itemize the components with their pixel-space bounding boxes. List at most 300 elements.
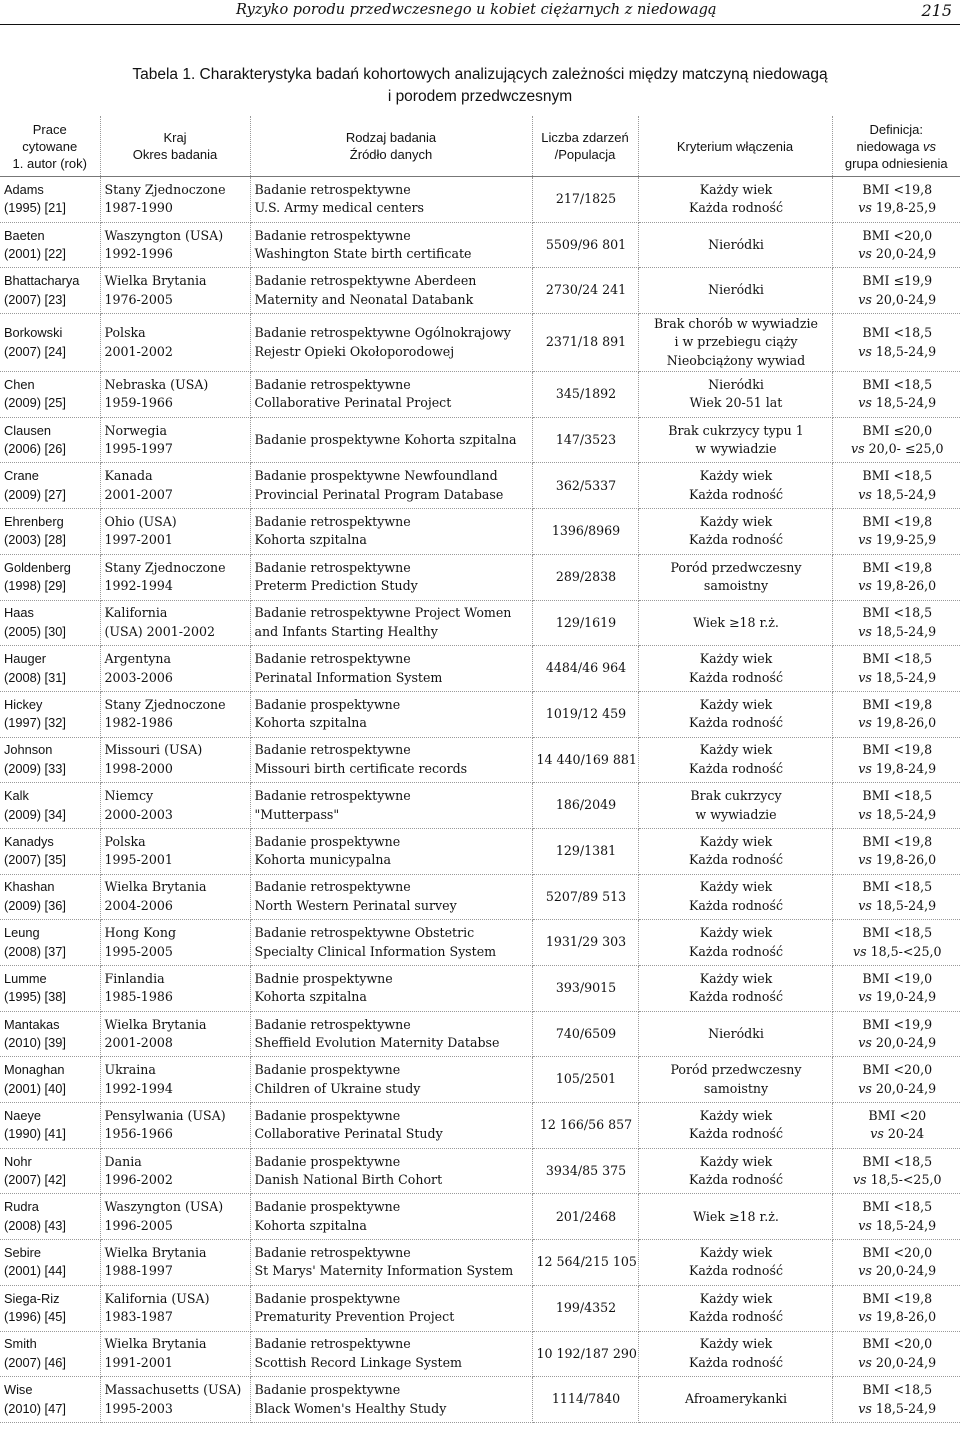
- study-line: Badanie retrospektywne: [254, 181, 411, 197]
- cell-criteria: [638, 600, 832, 646]
- reference-range: 20,0- ≤25,0: [864, 441, 944, 457]
- study-line: Badanie retrospektywne: [254, 1016, 411, 1032]
- events-value: 129/1619: [555, 614, 617, 630]
- country-line: 1996-2005: [104, 1217, 173, 1233]
- bmi-threshold: BMI <19,8: [862, 742, 933, 758]
- criteria-line: Każdy wiek: [699, 1153, 773, 1169]
- country-line: 2001-2002: [104, 343, 173, 359]
- vs-label: vs: [858, 578, 872, 594]
- reference-range: 20,0-24,9: [871, 1263, 937, 1279]
- author-line: Baeten: [4, 227, 45, 243]
- country-line: Stany Zjednoczone: [104, 696, 226, 712]
- study-line: Badanie prospektywne: [254, 696, 401, 712]
- cell-definition: [832, 1148, 960, 1194]
- cell-country: [100, 783, 250, 829]
- author-line: Ehrenberg: [4, 513, 64, 529]
- cell-study: [250, 268, 532, 314]
- cell-country: [100, 177, 250, 223]
- cell-author: [0, 1331, 100, 1377]
- study-line: Badanie retrospektywne Project Women: [254, 605, 512, 621]
- reference-group: [837, 245, 959, 264]
- reference-group: [837, 1262, 959, 1281]
- study-line: Kohorta szpitalna: [254, 1217, 367, 1233]
- cell-country: [100, 1331, 250, 1377]
- header-rule: [0, 24, 960, 25]
- cell-criteria: [638, 1103, 832, 1149]
- criteria-line: Każda rodność: [689, 1126, 783, 1142]
- cell-criteria: [638, 509, 832, 555]
- author-line: Lumme: [4, 970, 47, 986]
- study-line: Badanie prospektywne Kohorta szpitalna: [254, 431, 517, 447]
- cell-events: [532, 783, 638, 829]
- criteria-line: Każdy wiek: [699, 970, 773, 986]
- cell-criteria: [638, 874, 832, 920]
- vs-label: vs: [853, 1172, 867, 1188]
- bmi-threshold: BMI <19,8: [862, 833, 933, 849]
- author-line: (2010) [39]: [4, 1035, 66, 1051]
- cell-events: [532, 737, 638, 783]
- reference-range: 18,5-24,9: [871, 343, 937, 359]
- table-row: [0, 268, 960, 314]
- study-line: Badanie retrospektywne: [254, 227, 411, 243]
- cell-criteria: [638, 1377, 832, 1423]
- author-line: (2009) [25]: [4, 395, 66, 411]
- cell-definition: [832, 646, 960, 692]
- country-line: Wielka Brytania: [104, 1244, 207, 1260]
- reference-group: [837, 1400, 959, 1419]
- cell-study: [250, 1194, 532, 1240]
- country-line: 1995-2001: [104, 852, 173, 868]
- vs-label: vs: [858, 486, 872, 502]
- cell-definition: [832, 600, 960, 646]
- cell-definition: [832, 554, 960, 600]
- reference-range: 18,5-<25,0: [866, 1172, 942, 1188]
- cell-study: [250, 463, 532, 509]
- criteria-line: Każdy wiek: [699, 833, 773, 849]
- criteria-line: Każda rodność: [689, 715, 783, 731]
- criteria-line: Każda rodność: [689, 1172, 783, 1188]
- cell-definition: [832, 222, 960, 268]
- country-line: 1996-2002: [104, 1172, 173, 1188]
- country-line: Ukraina: [104, 1062, 156, 1078]
- country-line: Hong Kong: [104, 925, 177, 941]
- page-number: 215: [921, 1, 952, 20]
- cell-study: [250, 177, 532, 223]
- author-line: (2006) [26]: [4, 441, 66, 457]
- author-line: Hauger: [4, 651, 46, 667]
- author-line: (2009) [36]: [4, 897, 66, 913]
- header-events: Liczba zdarzeń /Populacja: [532, 116, 638, 177]
- cell-country: [100, 737, 250, 783]
- reference-range: 18,5-24,9: [871, 806, 937, 822]
- table-row: [0, 874, 960, 920]
- reference-group: [837, 669, 959, 688]
- country-line: Massachusetts (USA): [104, 1382, 242, 1398]
- cell-study: [250, 1011, 532, 1057]
- author-line: Nohr: [4, 1153, 32, 1169]
- country-line: 1988-1997: [104, 1263, 173, 1279]
- country-line: 1998-2000: [104, 760, 173, 776]
- cell-criteria: [638, 783, 832, 829]
- country-line: 2001-2008: [104, 1035, 173, 1051]
- vs-label: vs: [858, 1354, 872, 1370]
- cell-definition: [832, 509, 960, 555]
- study-line: Danish National Birth Cohort: [254, 1172, 443, 1188]
- cell-study: [250, 509, 532, 555]
- cell-author: [0, 1377, 100, 1423]
- country-line: 1992-1994: [104, 578, 173, 594]
- country-line: Niemcy: [104, 788, 154, 804]
- study-line: Badanie prospektywne: [254, 1153, 401, 1169]
- cell-events: [532, 1011, 638, 1057]
- table-row: [0, 1194, 960, 1240]
- vs-label: vs: [858, 1400, 872, 1416]
- reference-group: [837, 1171, 959, 1190]
- vs-label: vs: [858, 1309, 872, 1325]
- author-line: Adams: [4, 181, 44, 197]
- table-row: [0, 737, 960, 783]
- cell-study: [250, 1103, 532, 1149]
- cell-criteria: [638, 1194, 832, 1240]
- criteria-line: Każda rodność: [689, 1309, 783, 1325]
- study-line: and Infants Starting Healthy: [254, 623, 438, 639]
- cell-country: [100, 314, 250, 372]
- author-line: Hickey: [4, 696, 43, 712]
- reference-group: [837, 943, 959, 962]
- country-line: Missouri (USA): [104, 742, 203, 758]
- table-row: [0, 222, 960, 268]
- criteria-line: Każdy wiek: [699, 1336, 773, 1352]
- study-line: Badanie retrospektywne: [254, 742, 411, 758]
- cell-events: [532, 177, 638, 223]
- study-line: Preterm Prediction Study: [254, 578, 418, 594]
- study-line: Badanie prospektywne: [254, 1290, 401, 1306]
- cell-author: [0, 737, 100, 783]
- bmi-threshold: BMI <18,5: [862, 1153, 933, 1169]
- cell-study: [250, 1285, 532, 1331]
- vs-label: vs: [858, 1217, 872, 1233]
- cell-definition: [832, 1331, 960, 1377]
- author-line: Sebire: [4, 1244, 41, 1260]
- bmi-threshold: BMI <19,0: [862, 970, 933, 986]
- study-line: Collaborative Perinatal Study: [254, 1126, 443, 1142]
- bmi-threshold: BMI <20,0: [862, 227, 933, 243]
- cell-events: [532, 1285, 638, 1331]
- cell-study: [250, 1331, 532, 1377]
- cell-definition: [832, 1057, 960, 1103]
- study-line: Children of Ukraine study: [254, 1080, 421, 1096]
- reference-range: 19,8-26,0: [871, 852, 937, 868]
- cell-events: [532, 646, 638, 692]
- vs-label: vs: [858, 395, 872, 411]
- author-line: (1996) [45]: [4, 1309, 66, 1325]
- author-line: Wise: [4, 1382, 33, 1398]
- events-value: 289/2838: [555, 568, 617, 584]
- study-line: Badanie prospektywne Newfoundland: [254, 468, 498, 484]
- study-line: Specialty Clinical Information System: [254, 943, 497, 959]
- criteria-line: Każdy wiek: [699, 468, 773, 484]
- cell-criteria: [638, 268, 832, 314]
- study-line: Black Women's Healthy Study: [254, 1400, 447, 1416]
- cell-study: [250, 966, 532, 1012]
- cell-criteria: [638, 1011, 832, 1057]
- table-header-row: [0, 116, 960, 177]
- author-line: (2007) [42]: [4, 1172, 66, 1188]
- reference-group: [837, 897, 959, 916]
- criteria-line: Każdy wiek: [699, 651, 773, 667]
- cell-events: [532, 1194, 638, 1240]
- vs-label: vs: [858, 343, 872, 359]
- cell-events: [532, 509, 638, 555]
- cell-author: [0, 463, 100, 509]
- study-line: Washington State birth certificate: [254, 246, 472, 262]
- reference-group: [837, 577, 959, 596]
- header-country: Kraj Okres badania: [100, 116, 250, 177]
- country-line: 1976-2005: [104, 291, 173, 307]
- cell-definition: [832, 1103, 960, 1149]
- cell-criteria: [638, 691, 832, 737]
- criteria-line: Każdy wiek: [699, 925, 773, 941]
- vs-label: vs: [853, 943, 867, 959]
- study-line: Badanie prospektywne: [254, 1199, 401, 1215]
- author-line: (2008) [31]: [4, 669, 66, 685]
- country-line: Ohio (USA): [104, 513, 177, 529]
- criteria-line: Brak cukrzycy: [690, 788, 782, 804]
- author-line: (2007) [46]: [4, 1354, 66, 1370]
- study-line: Scottish Record Linkage System: [254, 1354, 462, 1370]
- reference-range: 20-24: [883, 1126, 925, 1142]
- author-line: (1990) [41]: [4, 1126, 66, 1142]
- criteria-line: Każda rodność: [689, 200, 783, 216]
- bmi-threshold: BMI <18,5: [862, 925, 933, 941]
- reference-group: [837, 851, 959, 870]
- country-line: Polska: [104, 325, 146, 341]
- author-line: (2009) [34]: [4, 806, 66, 822]
- events-value: 362/5337: [555, 477, 617, 493]
- study-line: St Marys' Maternity Information System: [254, 1263, 514, 1279]
- cell-author: [0, 828, 100, 874]
- events-value: 217/1825: [555, 191, 617, 207]
- bmi-threshold: BMI <19,8: [862, 1290, 933, 1306]
- country-line: 2001-2007: [104, 486, 173, 502]
- table-row: [0, 600, 960, 646]
- cell-study: [250, 646, 532, 692]
- reference-range: 19,8-24,9: [871, 760, 937, 776]
- country-line: Kalifornia: [104, 605, 168, 621]
- author-line: Kalk: [4, 788, 29, 804]
- vs-label: vs: [858, 1035, 872, 1051]
- cell-author: [0, 554, 100, 600]
- table-row: [0, 1240, 960, 1286]
- country-line: Waszyngton (USA): [104, 1199, 224, 1215]
- reference-range: 18,5-24,9: [871, 1400, 937, 1416]
- criteria-line: Każda rodność: [689, 852, 783, 868]
- events-value: 105/2501: [555, 1071, 617, 1087]
- reference-range: 19,0-24,9: [871, 989, 937, 1005]
- cell-criteria: [638, 1148, 832, 1194]
- author-line: Haas: [4, 605, 34, 621]
- reference-range: 18,5-24,9: [871, 395, 937, 411]
- cell-criteria: [638, 177, 832, 223]
- criteria-line: Każdy wiek: [699, 879, 773, 895]
- table-row: [0, 417, 960, 463]
- criteria-line: Nieródki: [708, 1025, 764, 1041]
- caption-line-2: i porodem przedwczesnym: [387, 88, 573, 105]
- criteria-line: Nieobciążony wywiad: [666, 352, 806, 368]
- cell-country: [100, 600, 250, 646]
- cell-author: [0, 1285, 100, 1331]
- author-line: (2008) [43]: [4, 1217, 66, 1233]
- table-row: [0, 646, 960, 692]
- events-value: 1114/7840: [551, 1391, 621, 1407]
- table-row: [0, 554, 960, 600]
- reference-group: [837, 486, 959, 505]
- criteria-line: samoistny: [703, 578, 769, 594]
- cell-author: [0, 1194, 100, 1240]
- events-value: 10 192/187 290: [536, 1345, 637, 1361]
- bmi-threshold: BMI <20,0: [862, 1244, 933, 1260]
- country-line: 1959-1966: [104, 395, 173, 411]
- bmi-threshold: BMI <18,5: [862, 1382, 933, 1398]
- study-line: Kohorta szpitalna: [254, 989, 367, 1005]
- reference-range: 18,5-24,9: [871, 623, 937, 639]
- country-line: Nebraska (USA): [104, 376, 209, 392]
- study-line: Badanie retrospektywne Aberdeen: [254, 273, 477, 289]
- study-line: Badanie retrospektywne: [254, 788, 411, 804]
- table-row: [0, 920, 960, 966]
- author-line: Siega-Riz: [4, 1290, 60, 1306]
- cell-criteria: [638, 920, 832, 966]
- reference-group: [837, 291, 959, 310]
- cell-study: [250, 828, 532, 874]
- events-value: 199/4352: [555, 1299, 617, 1315]
- cell-events: [532, 222, 638, 268]
- events-value: 201/2468: [555, 1208, 617, 1224]
- reference-range: 18,5-24,9: [871, 486, 937, 502]
- author-line: (2008) [37]: [4, 943, 66, 959]
- criteria-line: Każdy wiek: [699, 513, 773, 529]
- country-line: 1985-1986: [104, 989, 173, 1005]
- cell-definition: [832, 177, 960, 223]
- cell-criteria: [638, 1057, 832, 1103]
- cell-definition: [832, 1194, 960, 1240]
- vs-label: vs: [851, 441, 865, 457]
- bmi-threshold: BMI ≤20,0: [862, 422, 933, 438]
- bmi-threshold: BMI <19,8: [862, 696, 933, 712]
- cell-country: [100, 828, 250, 874]
- events-value: 2730/24 241: [545, 282, 627, 298]
- caption-line-1: Tabela 1. Charakterystyka badań kohortowych analizujących zależności między matczyną niedowagą: [132, 66, 828, 83]
- cell-events: [532, 1331, 638, 1377]
- events-value: 740/6509: [555, 1025, 617, 1041]
- cell-author: [0, 1057, 100, 1103]
- criteria-line: Każdy wiek: [699, 1244, 773, 1260]
- cell-country: [100, 646, 250, 692]
- reference-group: [837, 760, 959, 779]
- study-line: Badnie prospektywne: [254, 970, 393, 986]
- vs-label: vs: [858, 623, 872, 639]
- reference-range: 18,5-24,9: [871, 669, 937, 685]
- reference-group: [837, 440, 959, 459]
- criteria-line: Poród przedwczesny: [670, 559, 802, 575]
- cell-events: [532, 600, 638, 646]
- reference-group: [837, 988, 959, 1007]
- reference-group: [837, 1080, 959, 1099]
- criteria-line: Wiek ≥18 r.ż.: [693, 614, 779, 630]
- criteria-line: Brak cukrzycy typu 1: [668, 422, 804, 438]
- bmi-threshold: BMI <18,5: [862, 325, 933, 341]
- author-line: (2001) [40]: [4, 1080, 66, 1096]
- country-line: 1982-1986: [104, 715, 173, 731]
- cell-author: [0, 417, 100, 463]
- country-line: Norwegia: [104, 422, 167, 438]
- author-line: Monaghan: [4, 1062, 65, 1078]
- cell-events: [532, 1057, 638, 1103]
- country-line: 1956-1966: [104, 1126, 173, 1142]
- cell-country: [100, 417, 250, 463]
- cell-events: [532, 874, 638, 920]
- study-line: Badanie retrospektywne: [254, 559, 411, 575]
- table-row: [0, 783, 960, 829]
- cell-study: [250, 222, 532, 268]
- author-line: Crane: [4, 468, 39, 484]
- events-value: 2371/18 891: [545, 334, 627, 350]
- cell-events: [532, 1240, 638, 1286]
- vs-label: vs: [858, 760, 872, 776]
- cell-study: [250, 920, 532, 966]
- author-line: Mantakas: [4, 1016, 60, 1032]
- country-line: 1995-2003: [104, 1400, 173, 1416]
- author-line: (2007) [24]: [4, 343, 66, 359]
- reference-range: 20,0-24,9: [871, 291, 937, 307]
- cell-country: [100, 268, 250, 314]
- author-line: Leung: [4, 925, 40, 941]
- cell-country: [100, 509, 250, 555]
- criteria-line: Nieródki: [708, 236, 764, 252]
- header-study: Rodzaj badania Źródło danych: [250, 116, 532, 177]
- bmi-threshold: BMI <18,5: [862, 651, 933, 667]
- study-line: Badanie retrospektywne Obstetric: [254, 925, 475, 941]
- reference-range: 19,8-25,9: [871, 200, 937, 216]
- header-definition: Definicja: niedowaga vs grupa odniesienia: [832, 116, 960, 177]
- study-line: Badanie retrospektywne Ogólnokrajowy: [254, 325, 511, 341]
- events-value: 12 564/215 105: [536, 1254, 637, 1270]
- cell-study: [250, 737, 532, 783]
- country-line: 2000-2003: [104, 806, 173, 822]
- cell-events: [532, 1148, 638, 1194]
- criteria-line: Wiek 20-51 lat: [689, 395, 783, 411]
- study-line: Sheffield Evolution Maternity Databse: [254, 1035, 500, 1051]
- cell-criteria: [638, 463, 832, 509]
- cell-author: [0, 874, 100, 920]
- criteria-line: Każdy wiek: [699, 742, 773, 758]
- author-line: (1995) [21]: [4, 200, 66, 216]
- cell-author: [0, 222, 100, 268]
- cell-events: [532, 372, 638, 418]
- country-line: Wielka Brytania: [104, 1336, 207, 1352]
- cell-definition: [832, 417, 960, 463]
- events-value: 186/2049: [555, 797, 617, 813]
- country-line: 1995-1997: [104, 441, 173, 457]
- cell-definition: [832, 737, 960, 783]
- cell-author: [0, 177, 100, 223]
- cell-events: [532, 314, 638, 372]
- study-line: Badanie prospektywne: [254, 1107, 401, 1123]
- cell-study: [250, 1240, 532, 1286]
- reference-group: [837, 1308, 959, 1327]
- cell-country: [100, 372, 250, 418]
- vs-label: vs: [858, 1263, 872, 1279]
